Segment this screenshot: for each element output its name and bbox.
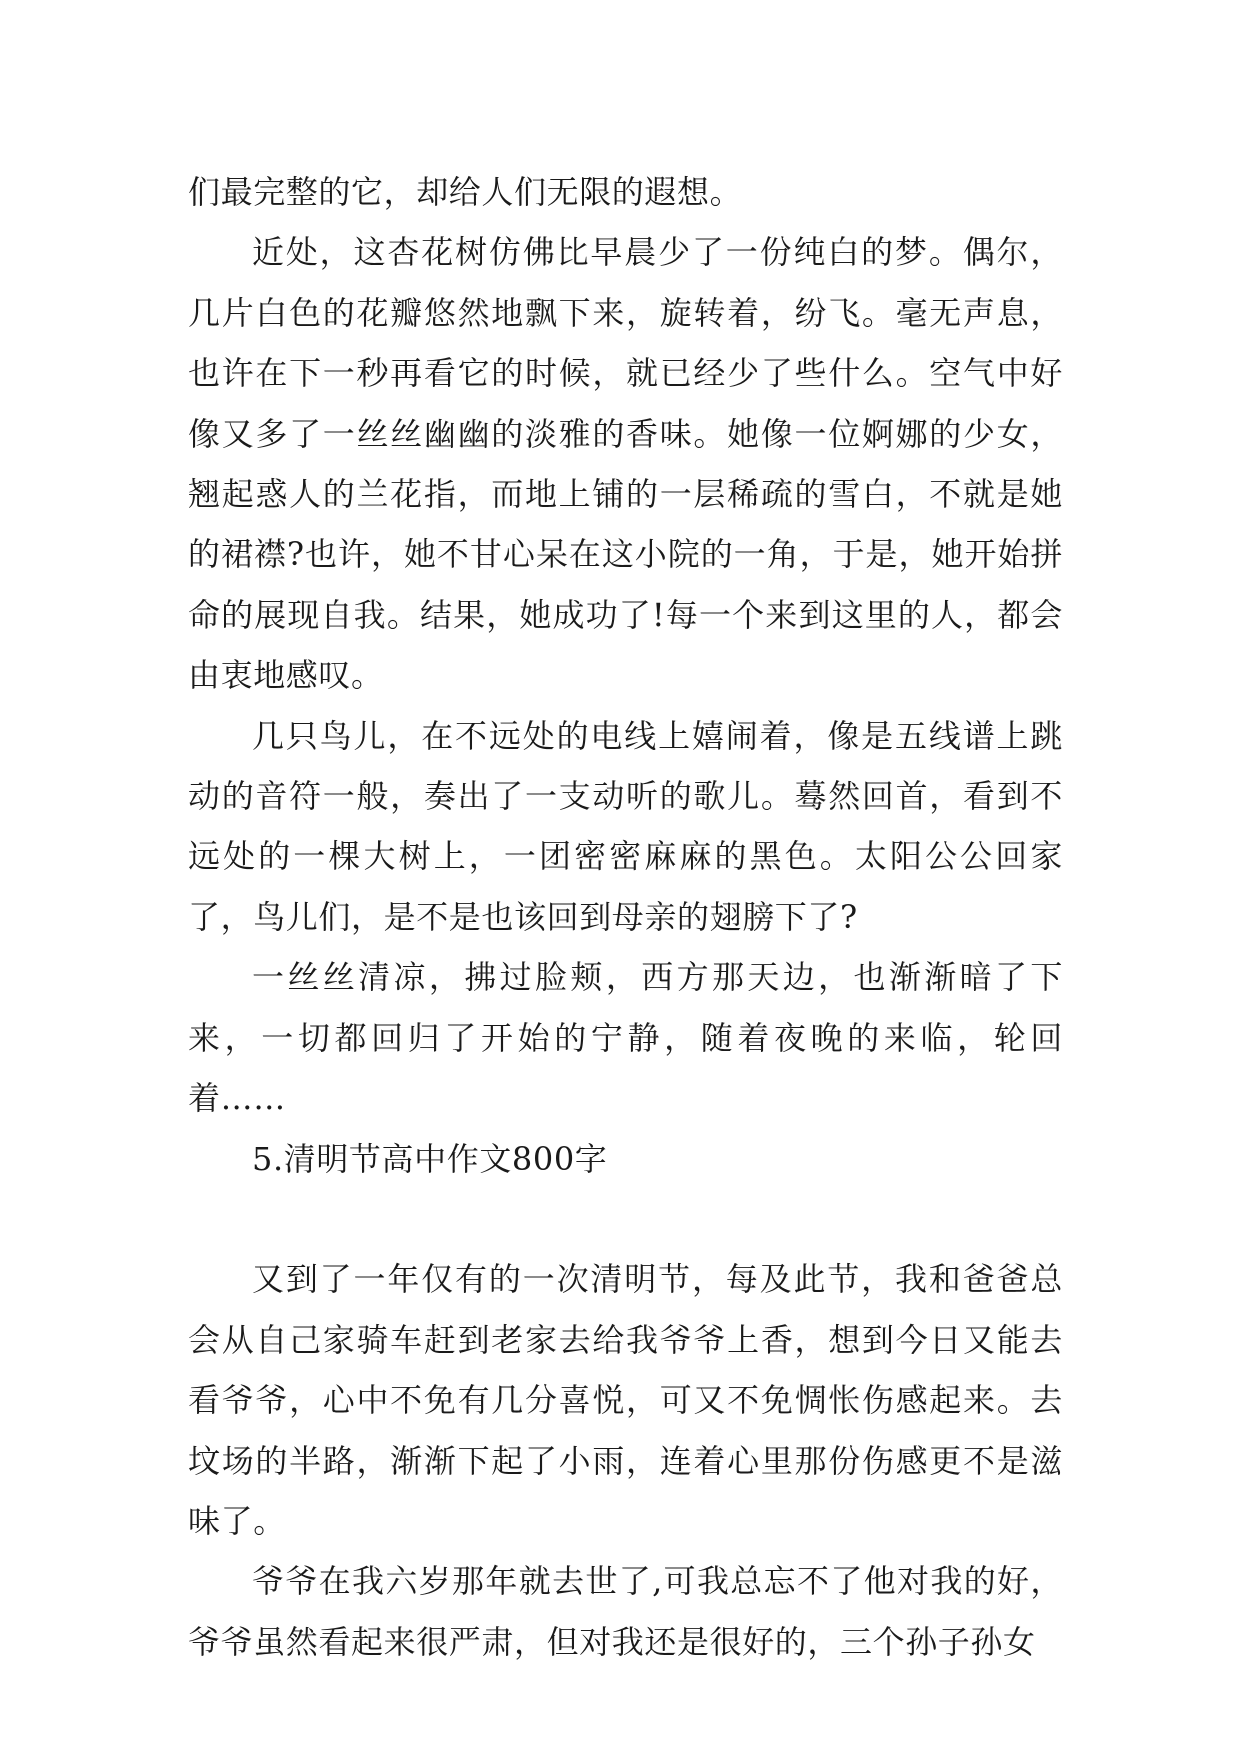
text-body bbox=[188, 162, 1063, 1672]
paragraph-birds: 几只鸟儿，在不远处的电线上嬉闹着，像是五线谱上跳动的音符一般，奏出了一支动听的歌儿。蓦然回首，看到不远处的一棵大树上，一团密密麻麻的黑色。太阳公公回家了，鸟儿们，是不是也该回到母亲的翅膀下了? bbox=[188, 716, 1063, 936]
section-heading: 5.清明节高中作文800字 bbox=[252, 1139, 608, 1178]
paragraph-apricot-tree: 近处，这杏花树仿佛比早晨少了一份纯白的梦。偶尔，几片白色的花瓣悠然地飘下来，旋转着，纷飞。毫无声息，也许在下一秒再看它的时候，就已经少了些什么。空气中好像又多了一丝丝幽幽的淡雅的香味。她像一位婀娜的少女，翘起惑人的兰花指，而地上铺的一层稀疏的雪白，不就是她的裙襟?也许，她不甘心呆在这小院的一角，于是，她开始拼命的展现自我。结果，她成功了!每一个来到这里的人，都会由衷地感叹。 bbox=[188, 233, 1063, 695]
paragraph-continuation: 们最完整的它，却给人们无限的遐想。 bbox=[188, 173, 743, 211]
blank-line bbox=[188, 1189, 1063, 1249]
paragraph-qingming: 又到了一年仅有的一次清明节，每及此节，我和爸爸总会从自己家骑车赶到老家去给我爷爷上香，想到今日又能去看爷爷，心中不免有几分喜悦，可又不免惆怅伤感起来。去坟场的半路，渐渐下起了小雨，连着心里那份伤感更不是滋味了。 bbox=[188, 1260, 1063, 1540]
paragraph-grandfather: 爷爷在我六岁那年就去世了,可我总忘不了他对我的好，爷爷虽然看起来很严肃，但对我还是很好的，三个孙子孙女 bbox=[188, 1562, 1063, 1661]
paragraph-dusk: 一丝丝清凉，拂过脸颊，西方那天边，也渐渐暗了下来，一切都回归了开始的宁静，随着夜晚的来临，轮回着…… bbox=[188, 958, 1063, 1118]
